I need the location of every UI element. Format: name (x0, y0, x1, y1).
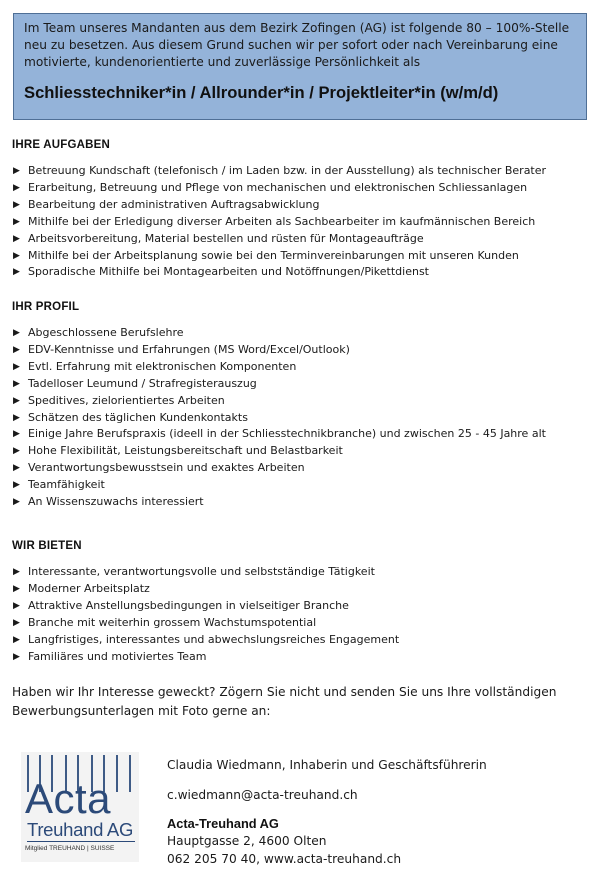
list-item (12, 494, 592, 511)
list-profil (12, 325, 592, 511)
section-heading-bieten: WIR BIETEN (12, 540, 82, 552)
triangle-bullet-icon: ▶ (13, 267, 20, 278)
acta-logo (21, 752, 139, 862)
list-item-text: Attraktive Anstellungsbedingungen in vielseitiger Branche (28, 598, 349, 612)
list-item (12, 376, 592, 393)
list-item-text: Mithilfe bei der Erledigung diverser Arbeiten als Sachbearbeiter im kaufmännischen Bereich (28, 214, 536, 228)
list-item (12, 615, 592, 632)
section-bieten (12, 540, 592, 665)
list-item (12, 564, 592, 581)
triangle-bullet-icon: ▶ (13, 378, 20, 389)
section-profil (12, 301, 592, 511)
triangle-bullet-icon: ▶ (13, 395, 20, 406)
list-item (12, 410, 592, 427)
list-item (12, 460, 592, 477)
list-item-text: Betreuung Kundschaft (telefonisch / im Laden bzw. in der Ausstellung) als technischer Berater (28, 164, 547, 177)
list-item (12, 359, 592, 376)
triangle-bullet-icon: ▶ (13, 166, 20, 176)
company-address: Hauptgasse 2, 4600 Olten (167, 834, 327, 848)
list-item-text: Schätzen des täglichen Kundenkontakts (28, 410, 248, 424)
list-item (12, 214, 592, 231)
list-item-text: Speditives, zielorientiertes Arbeiten (28, 393, 225, 407)
triangle-bullet-icon: ▶ (13, 361, 20, 372)
list-item (12, 342, 592, 359)
list-item-text: An Wissenszuwachs interessiert (28, 495, 204, 509)
list-item (12, 426, 592, 443)
list-item-text: Langfristiges, interessantes und abwechslungsreiches Engagement (28, 632, 400, 646)
triangle-bullet-icon: ▶ (13, 328, 20, 338)
section-heading-profil: IHR PROFIL (12, 301, 80, 313)
list-item (12, 264, 592, 281)
list-item (12, 180, 592, 197)
job-title: Schliesstechniker*in / Allrounder*in / Projektleiter*in (w/m/d) (24, 83, 499, 103)
list-item-text: Sporadische Mithilfe bei Montagearbeiten und Notöffnungen/Pikettdienst (28, 265, 429, 279)
triangle-bullet-icon: ▶ (13, 480, 20, 491)
triangle-bullet-icon: ▶ (13, 583, 20, 594)
triangle-bullet-icon: ▶ (13, 429, 20, 440)
list-item-text: EDV-Kenntnisse und Erfahrungen (MS Word/Excel/Outlook) (28, 342, 350, 356)
section-heading-aufgaben: IHRE AUFGABEN (12, 139, 111, 151)
list-item-text: Arbeitsvorbereitung, Material bestellen und rüsten für Montageaufträge (28, 231, 424, 245)
list-item-text: Branche mit weiterhin grossem Wachstumspotential (28, 615, 317, 629)
contact-block (167, 758, 587, 867)
list-item (12, 163, 592, 180)
triangle-bullet-icon: ▶ (13, 497, 20, 508)
list-item (12, 632, 592, 649)
list-item (12, 248, 592, 265)
list-item-text: Mithilfe bei der Arbeitsplanung sowie bei den Terminvereinbarungen mit unseren Kunden (28, 248, 519, 262)
company-phone-web: 062 205 70 40, www.acta-treuhand.ch (167, 852, 402, 866)
triangle-bullet-icon: ▶ (13, 634, 20, 645)
list-item (12, 393, 592, 410)
list-item (12, 598, 592, 615)
list-item-text: Einige Jahre Berufspraxis (ideell in der Schliesstechnikbranche) und zwischen 25 - 45 Jahre alt (28, 427, 546, 441)
triangle-bullet-icon: ▶ (13, 182, 20, 193)
list-item (12, 581, 592, 598)
triangle-bullet-icon: ▶ (13, 216, 20, 227)
triangle-bullet-icon: ▶ (13, 617, 20, 628)
list-item (12, 443, 592, 460)
triangle-bullet-icon: ▶ (13, 567, 20, 577)
list-item (12, 231, 592, 248)
list-item-text: Verantwortungsbewusstsein und exaktes Arbeiten (28, 461, 305, 475)
list-item-text: Interessante, verantwortungsvolle und selbstständige Tätigkeit (28, 565, 375, 578)
logo-subtitle: Treuhand AG (27, 819, 134, 840)
triangle-bullet-icon: ▶ (13, 233, 20, 244)
triangle-bullet-icon: ▶ (13, 344, 20, 355)
list-item-text: Familiäres und motiviertes Team (28, 649, 207, 663)
section-aufgaben (12, 139, 592, 281)
contact-name: Claudia Wiedmann, Inhaberin und Geschäftsführerin (167, 758, 487, 772)
list-bieten (12, 564, 592, 665)
company-name: Acta-Treuhand AG (167, 816, 279, 831)
triangle-bullet-icon: ▶ (13, 651, 20, 662)
list-item (12, 325, 592, 342)
list-item-text: Evtl. Erfahrung mit elektronischen Komponenten (28, 359, 297, 373)
list-item-text: Teamfähigkeit (28, 478, 105, 492)
triangle-bullet-icon: ▶ (13, 463, 20, 474)
list-item-text: Tadelloser Leumund / Strafregisterauszug (28, 376, 257, 390)
triangle-bullet-icon: ▶ (13, 446, 20, 457)
logo-divider (27, 841, 135, 842)
list-aufgaben (12, 163, 592, 281)
list-item-text: Abgeschlossene Berufslehre (28, 326, 184, 339)
intro-box (13, 13, 587, 120)
logo-brand: Acta (25, 775, 112, 822)
list-item-text: Erarbeitung, Betreuung und Pflege von mechanischen und elektronischen Schliessanlagen (28, 180, 528, 194)
list-item-text: Moderner Arbeitsplatz (28, 581, 150, 595)
list-item-text: Bearbeitung der administrativen Auftragsabwicklung (28, 197, 320, 211)
list-item (12, 649, 592, 666)
list-item-text: Hohe Flexibilität, Leistungsbereitschaft und Belastbarkeit (28, 444, 343, 458)
closing-text: Haben wir Ihr Interesse geweckt? Zögern Sie nicht und senden Sie uns Ihre vollständigen Bewerbungsunterlagen mit Foto gerne an: (12, 685, 557, 718)
triangle-bullet-icon: ▶ (13, 412, 20, 423)
intro-text: Im Team unseres Mandanten aus dem Bezirk Zofingen (AG) ist folgende 80 – 100%-Stelle neu zu besetzen. Aus diesem Grund suchen wir per sofort oder nach Vereinbarung eine motivierte, kundenorientierte und zuverlässige Persönlichkeit als (24, 21, 570, 69)
list-item (12, 477, 592, 494)
list-item (12, 197, 592, 214)
triangle-bullet-icon: ▶ (13, 250, 20, 261)
logo-member-text: Mitglied TREUHAND | SUISSE (25, 845, 115, 852)
triangle-bullet-icon: ▶ (13, 600, 20, 611)
contact-email-link[interactable]: c.wiedmann@acta-treuhand.ch (167, 788, 358, 802)
triangle-bullet-icon: ▶ (13, 199, 20, 210)
